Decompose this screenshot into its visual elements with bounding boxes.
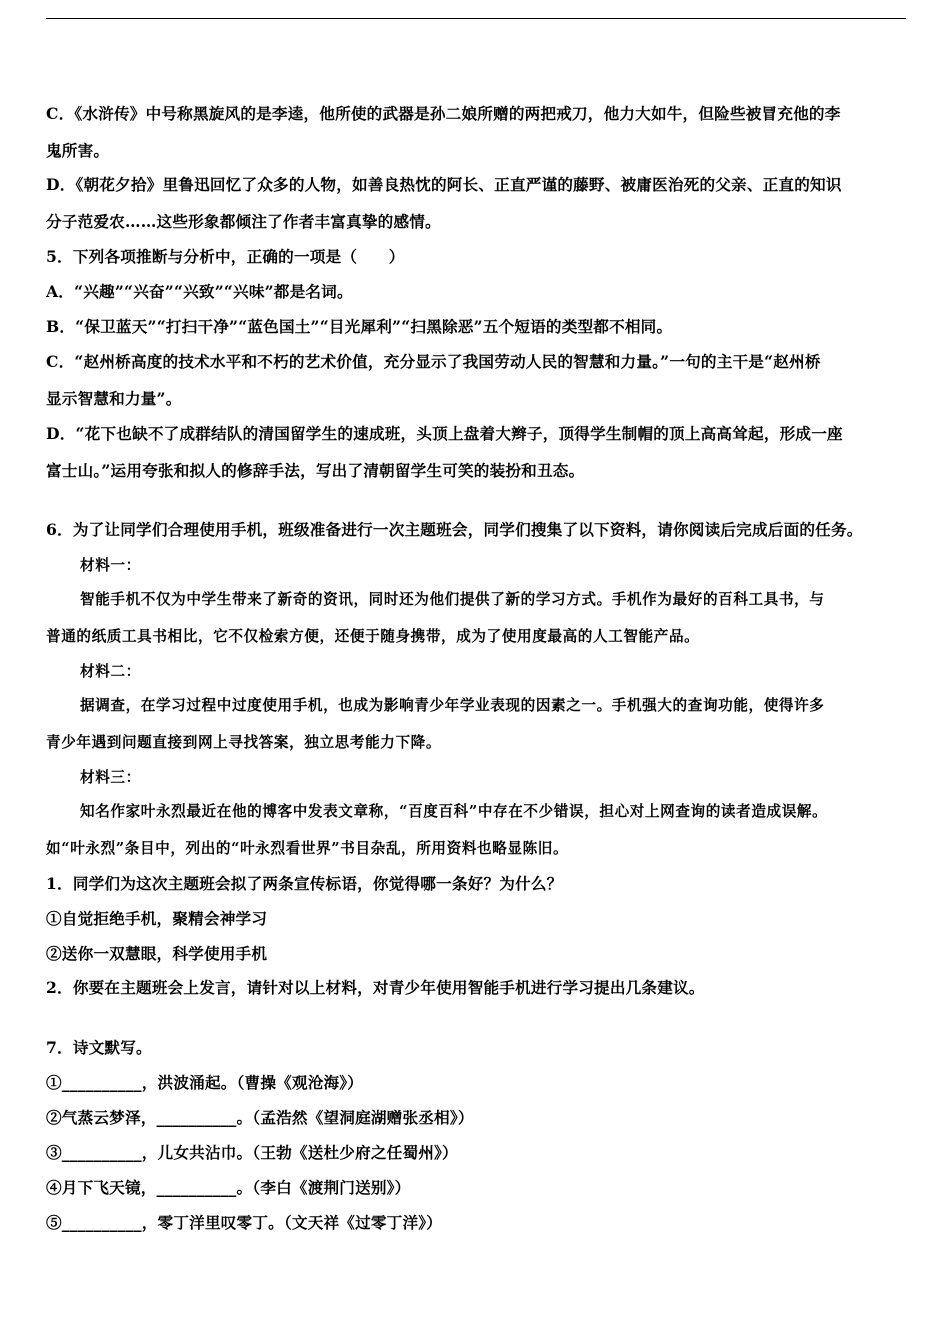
q6-material1-line2: 普通的纸质工具书相比，它不仅检索方便，还便于随身携带，成为了使用度最高的人工智能产品。	[46, 628, 700, 645]
q7-item5: ⑤__________，零丁洋里叹零丁。（文天祥《过零丁洋》）	[46, 1213, 443, 1232]
q6-material3-line2: 如“叶永烈”条目中，列出的“叶永烈看世界”书目杂乱，所用资料也略显陈旧。	[46, 840, 569, 857]
q4-option-c-line1: C．《水浒传》中号称黑旋风的是李逵，他所使的武器是孙二娘所赠的两把戒刀，他力大如牛，但险些被冒充他的李	[46, 104, 841, 123]
q7-item3: ③__________，儿女共沾巾。（王勃《送杜少府之任蜀州》）	[46, 1143, 458, 1162]
q6-task1: 1．同学们为这次主题班会拟了两条宣传标语，你觉得哪一条好？为什么？	[46, 874, 563, 893]
q6-task2: 2．你要在主题班会上发言，请针对以上材料，对青少年使用智能手机进行学习提出几条建议。	[46, 978, 705, 997]
q5-stem: 5．下列各项推断与分析中，正确的一项是（ ）	[46, 247, 405, 266]
q5-option-d-line2: 富士山。”运用夸张和拟人的修辞手法，写出了清朝留学生可笑的装扮和丑态。	[46, 461, 585, 480]
q7-item1: ①__________，洪波涌起。（曹操《观沧海》）	[46, 1073, 364, 1092]
q5-option-c-line2: 显示智慧和力量”。	[46, 389, 182, 408]
q6-material2-title: 材料二：	[80, 663, 141, 680]
q7-item4: ④月下飞天镜，__________。（李白《渡荆门送别》）	[46, 1178, 411, 1197]
q5-option-b: B．“保卫蓝天”“打扫干净”“蓝色国土”“目光犀利”“扫黑除恶”五个短语的类型都不相同。	[46, 317, 673, 336]
q6-material2-line2: 青少年遇到问题直接到网上寻找答案，独立思考能力下降。	[46, 734, 442, 751]
q6-slogan2: ②送你一双慧眼，科学使用手机	[46, 944, 268, 963]
q5-option-d-line1: D．“花下也缺不了成群结队的清国留学生的速成班，头顶上盘着大辫子，顶得学生制帽的顶上高高耸起，形成一座	[46, 424, 843, 443]
q6-material2-line1: 据调查，在学习过程中过度使用手机，也成为影响青少年学业表现的因素之一。手机强大的查询功能，使得许多	[80, 697, 825, 714]
q5-option-c-line1: C．“赵州桥高度的技术水平和不朽的艺术价值，充分显示了我国劳动人民的智慧和力量。”一句的主干是“赵州桥	[46, 352, 821, 371]
q6-material3-line1: 知名作家叶永烈最近在他的博客中发表文章称，“百度百科”中存在不少错误，担心对上网查询的读者造成误解。	[80, 803, 828, 820]
q4-option-c-line2: 鬼所害。	[46, 141, 110, 160]
q4-option-d-line2: 分子范爱农……这些形象都倾注了作者丰富真挚的感情。	[46, 212, 441, 231]
header-rule	[46, 18, 906, 19]
q6-stem: 6．为了让同学们合理使用手机，班级准备进行一次主题班会，同学们搜集了以下资料，请你阅读后完成后面的任务。	[46, 520, 863, 539]
q7-item2: ②气蒸云梦泽，__________。（孟浩然《望洞庭湖赠张丞相》）	[46, 1108, 474, 1127]
q6-material1-title: 材料一：	[80, 557, 141, 574]
q5-option-a: A．“兴趣”“兴奋”“兴致”“兴味”都是名词。	[46, 282, 353, 301]
q6-slogan1: ①自觉拒绝手机，聚精会神学习	[46, 909, 268, 928]
q7-stem: 7．诗文默写。	[46, 1038, 152, 1057]
q4-option-d-line1: D．《朝花夕拾》里鲁迅回忆了众多的人物，如善良热忱的阿长、正直严谨的藤野、被庸医治死的父亲、正直的知识	[46, 175, 842, 194]
q6-material3-title: 材料三：	[80, 769, 141, 786]
q6-material1-line1: 智能手机不仅为中学生带来了新奇的资讯，同时还为他们提供了新的学习方式。手机作为最好的百科工具书，与	[80, 591, 825, 608]
